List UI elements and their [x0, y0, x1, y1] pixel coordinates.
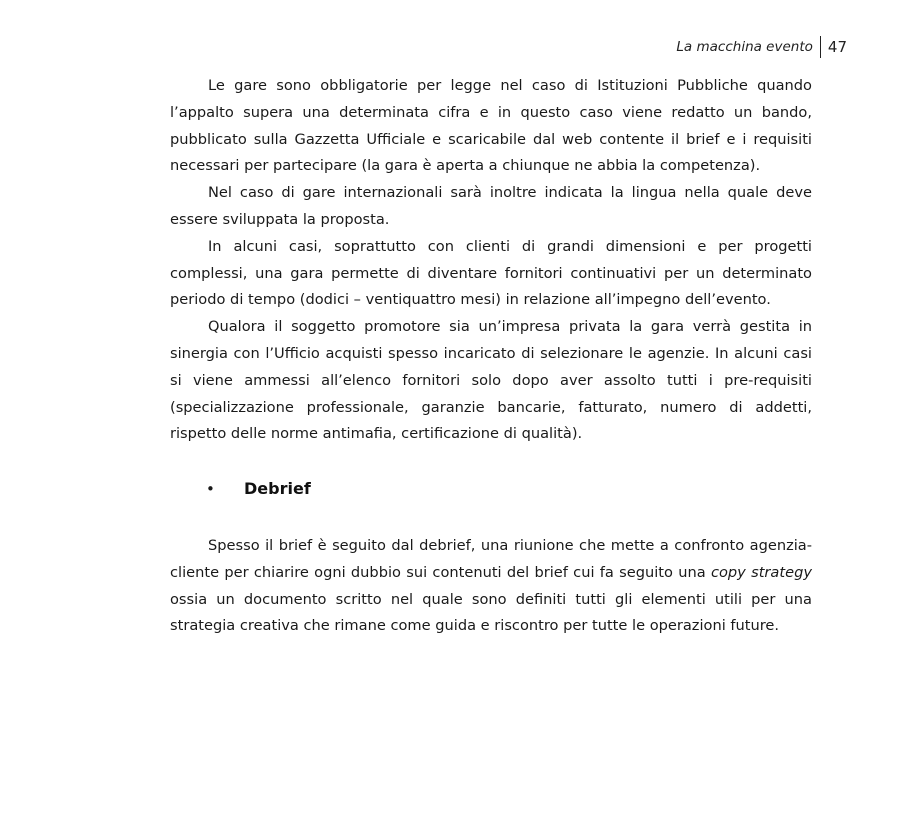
- paragraph-debrief: [170, 533, 812, 640]
- debrief-text-before: Spesso il brief è seguito dal debrief, una riunione che mette a confronto agenzia-cliente per chiarire ogni dubbio sui contenuti del brief cui fa seguito una: [170, 537, 812, 581]
- body-text: [170, 73, 812, 448]
- paragraph-clienti-grandi: In alcuni casi, soprattutto con clienti di grandi dimensioni e per progetti complessi, una gara permette di diventare fornitori continuativi per un determinato periodo di tempo (dodici – ventiquattro mesi) in relazione all’impegno dell’evento.: [170, 237, 812, 309]
- section-heading-text: Debrief: [244, 479, 311, 498]
- running-header: [676, 36, 847, 58]
- paragraph-gare-internazionali: Nel caso di gare internazionali sarà inoltre indicata la lingua nella quale deve essere sviluppata la proposta.: [170, 184, 812, 228]
- page-number: 47: [827, 38, 847, 56]
- debrief-body: [170, 533, 812, 640]
- bullet-icon: •: [206, 480, 215, 498]
- section-heading: [206, 476, 311, 502]
- copy-strategy-term: copy strategy: [710, 563, 812, 581]
- paragraph-impresa-privata: Qualora il soggetto promotore sia un’impresa privata la gara verrà gestita in sinergia con l’Ufficio acquisti spesso incaricato di selezionare le agenzie. In alcuni casi si viene ammessi all’elenco fornitori solo dopo aver assolto tutti i pre-requisiti (specializzazione professionale, garanzie bancarie, fatturato, numero di addetti, rispetto delle norme antimafia, certificazione di qualità).: [170, 318, 812, 443]
- debrief-text-after: ossia un documento scritto nel quale sono definiti tutti gli elementi utili per una strategia creativa che rimane come guida e riscontro per tutte le operazioni future.: [170, 590, 812, 635]
- running-title: La macchina evento: [676, 39, 813, 55]
- paragraph-gare-pubbliche: Le gare sono obbligatorie per legge nel caso di Istituzioni Pubbliche quando l’appalto supera una determinata cifra e in questo caso viene redatto un bando, pubblicato sulla Gazzetta Ufficiale e scaricabile dal web contente il brief e i requisiti necessari per partecipare (la gara è aperta a chiunque ne abbia la competenza).: [170, 77, 812, 175]
